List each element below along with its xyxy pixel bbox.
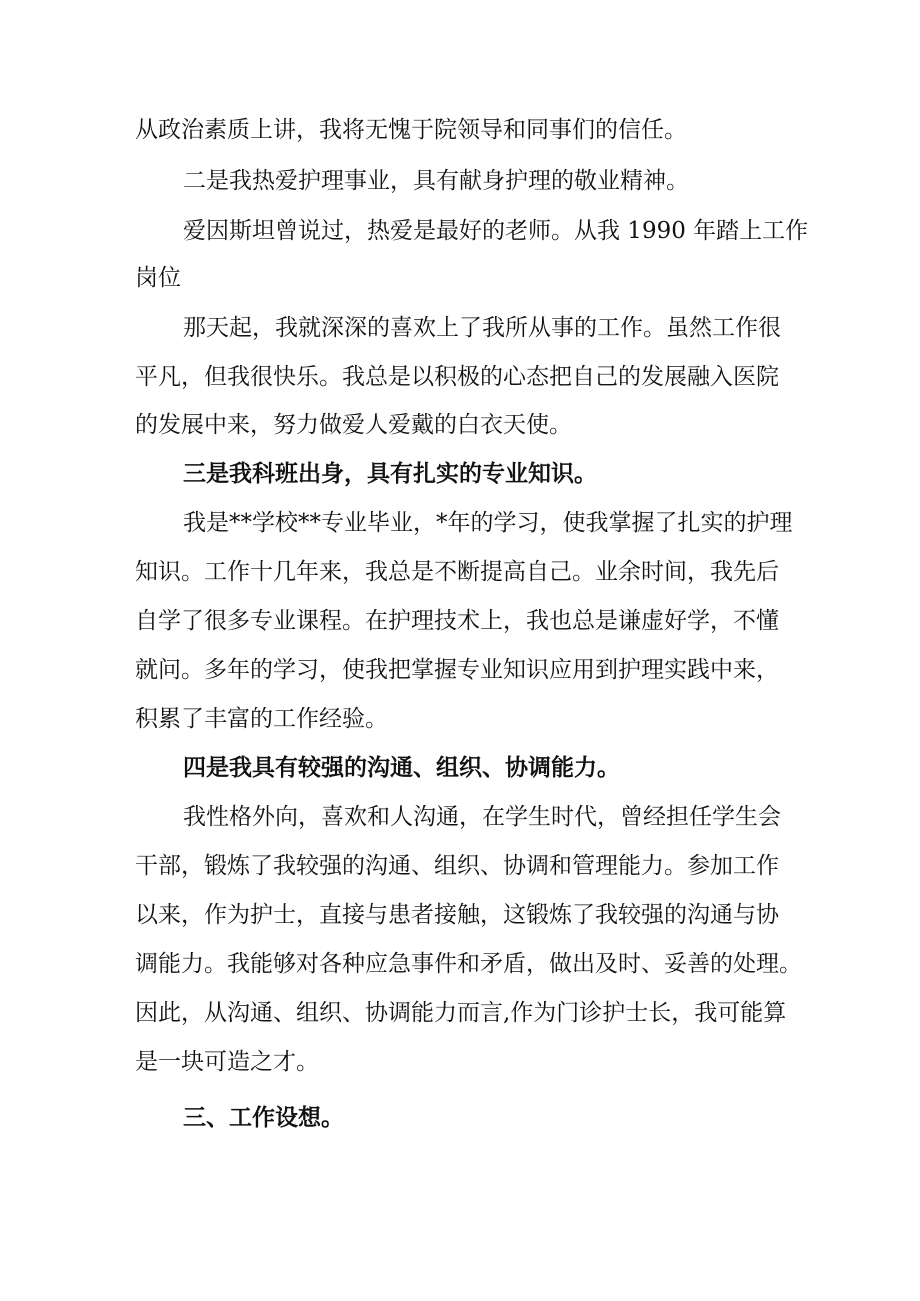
section-heading: 三、工作设想。 <box>183 1105 344 1131</box>
text-line: 那天起，我就深深的喜欢上了我所从事的工作。虽然工作很 <box>183 315 781 341</box>
text-line: 二是我热爱护理事业，具有献身护理的敬业精神。 <box>183 168 689 194</box>
text-line: 自学了很多专业课程。在护理技术上，我也总是谦虚好学，不懂 <box>135 608 779 634</box>
section-heading: 三是我科班出身，具有扎实的专业知识。 <box>183 461 597 487</box>
section-heading: 四是我具有较强的沟通、组织、协调能力。 <box>183 755 620 781</box>
text-line: 我是**学校**专业毕业，*年的学习，使我掌握了扎实的护理 <box>183 510 793 536</box>
text-line: 干部，锻炼了我较强的沟通、组织、协调和管理能力。参加工作 <box>135 853 779 879</box>
text-line: 从政治素质上讲，我将无愧于院领导和同事们的信任。 <box>135 117 687 143</box>
text-line: 岗位 <box>135 265 181 291</box>
text-line: 爱因斯坦曾说过，热爱是最好的老师。从我 1990 年踏上工作 <box>183 218 809 244</box>
text-line: 平凡，但我很快乐。我总是以积极的心态把自己的发展融入医院 <box>135 364 779 390</box>
text-line: 因此，从沟通、组织、协调能力而言,作为门诊护士长，我可能算 <box>135 1000 787 1026</box>
text-line: 我性格外向，喜欢和人沟通，在学生时代，曾经担任学生会 <box>183 804 781 830</box>
text-line: 是一块可造之才。 <box>135 1049 319 1075</box>
text-line: 积累了丰富的工作经验。 <box>135 706 388 732</box>
text-line: 就问。多年的学习，使我把掌握专业知识应用到护理实践中来， <box>135 657 779 683</box>
text-line: 的发展中来，努力做爱人爱戴的白衣天使。 <box>135 412 572 438</box>
text-line: 以来，作为护士，直接与患者接触，这锻炼了我较强的沟通与协 <box>135 902 779 928</box>
text-line: 调能力。我能够对各种应急事件和矛盾，做出及时、妥善的处理。 <box>135 951 802 977</box>
text-line: 知识。工作十几年来，我总是不断提高自己。业余时间，我先后 <box>135 559 779 585</box>
